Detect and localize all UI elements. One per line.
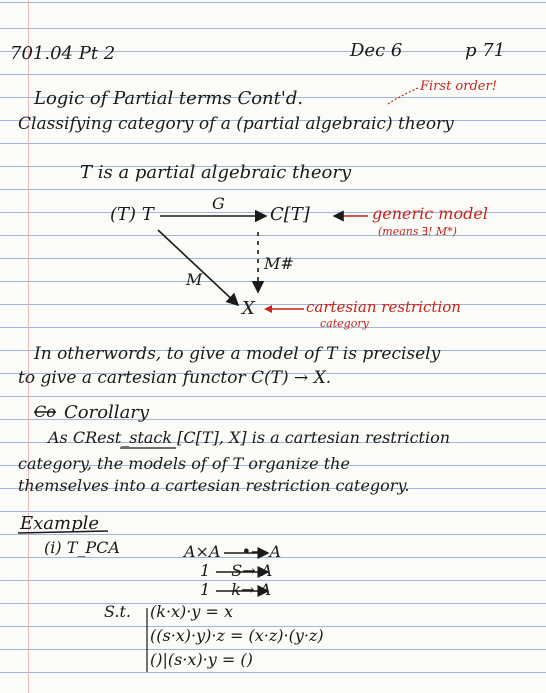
first-order-note: First order! xyxy=(420,79,497,94)
arrow-m xyxy=(158,230,238,305)
corollary-line-1: As CRest_stack [C[T], X] is a cartesian restriction xyxy=(48,428,451,447)
op-line-1: A×A —•→ A xyxy=(184,542,282,561)
corollary-crossed: Co xyxy=(34,402,56,421)
diagram-source: (T) T xyxy=(110,204,154,225)
label-m: M xyxy=(186,270,203,289)
first-order-connector xyxy=(388,88,418,104)
equation-2: ((s·x)·y)·z = (x·z)·(y·z) xyxy=(150,626,324,645)
note-generic-sub: (means ∃! M*) xyxy=(378,225,457,238)
note-restriction-sub: category xyxy=(320,317,369,330)
page-number: p 71 xyxy=(465,40,506,61)
label-m-sharp: M# xyxy=(264,254,294,273)
intro-line: T is a partial algebraic theory xyxy=(80,162,352,183)
course-number: 701.04 Pt 2 xyxy=(10,43,116,64)
such-that: S.t. xyxy=(104,602,131,621)
diagram-model-object: X xyxy=(242,298,255,319)
equation-1: (k·x)·y = x xyxy=(150,602,234,621)
op-line-2: 1 —S→ A xyxy=(200,561,273,580)
date: Dec 6 xyxy=(350,40,403,61)
equation-3: ()|(s·x)·y = () xyxy=(150,650,253,669)
note-generic-model: generic model xyxy=(372,204,488,223)
corollary-heading: Corollary xyxy=(64,402,150,423)
example-heading: Example xyxy=(20,513,100,534)
note-restriction: cartesian restriction xyxy=(306,298,461,316)
title-line-1: Logic of Partial terms Cont'd. xyxy=(34,88,304,109)
op-line-3: 1 —k→ A xyxy=(200,580,272,599)
paragraph-line-1: In otherwords, to give a model of T is precisely xyxy=(34,344,441,364)
paragraph-line-2: to give a cartesian functor C(T) → X. xyxy=(18,368,332,388)
diagram-generic: C[T] xyxy=(270,204,310,225)
corollary-line-3: themselves into a cartesian restriction category. xyxy=(18,476,410,495)
example-item: (i) T_PCA xyxy=(44,538,120,557)
title-line-2: Classifying category of a (partial algebraic) theory xyxy=(18,114,454,134)
corollary-line-2: category, the models of of T organize the xyxy=(18,454,350,473)
label-g: G xyxy=(212,194,225,213)
